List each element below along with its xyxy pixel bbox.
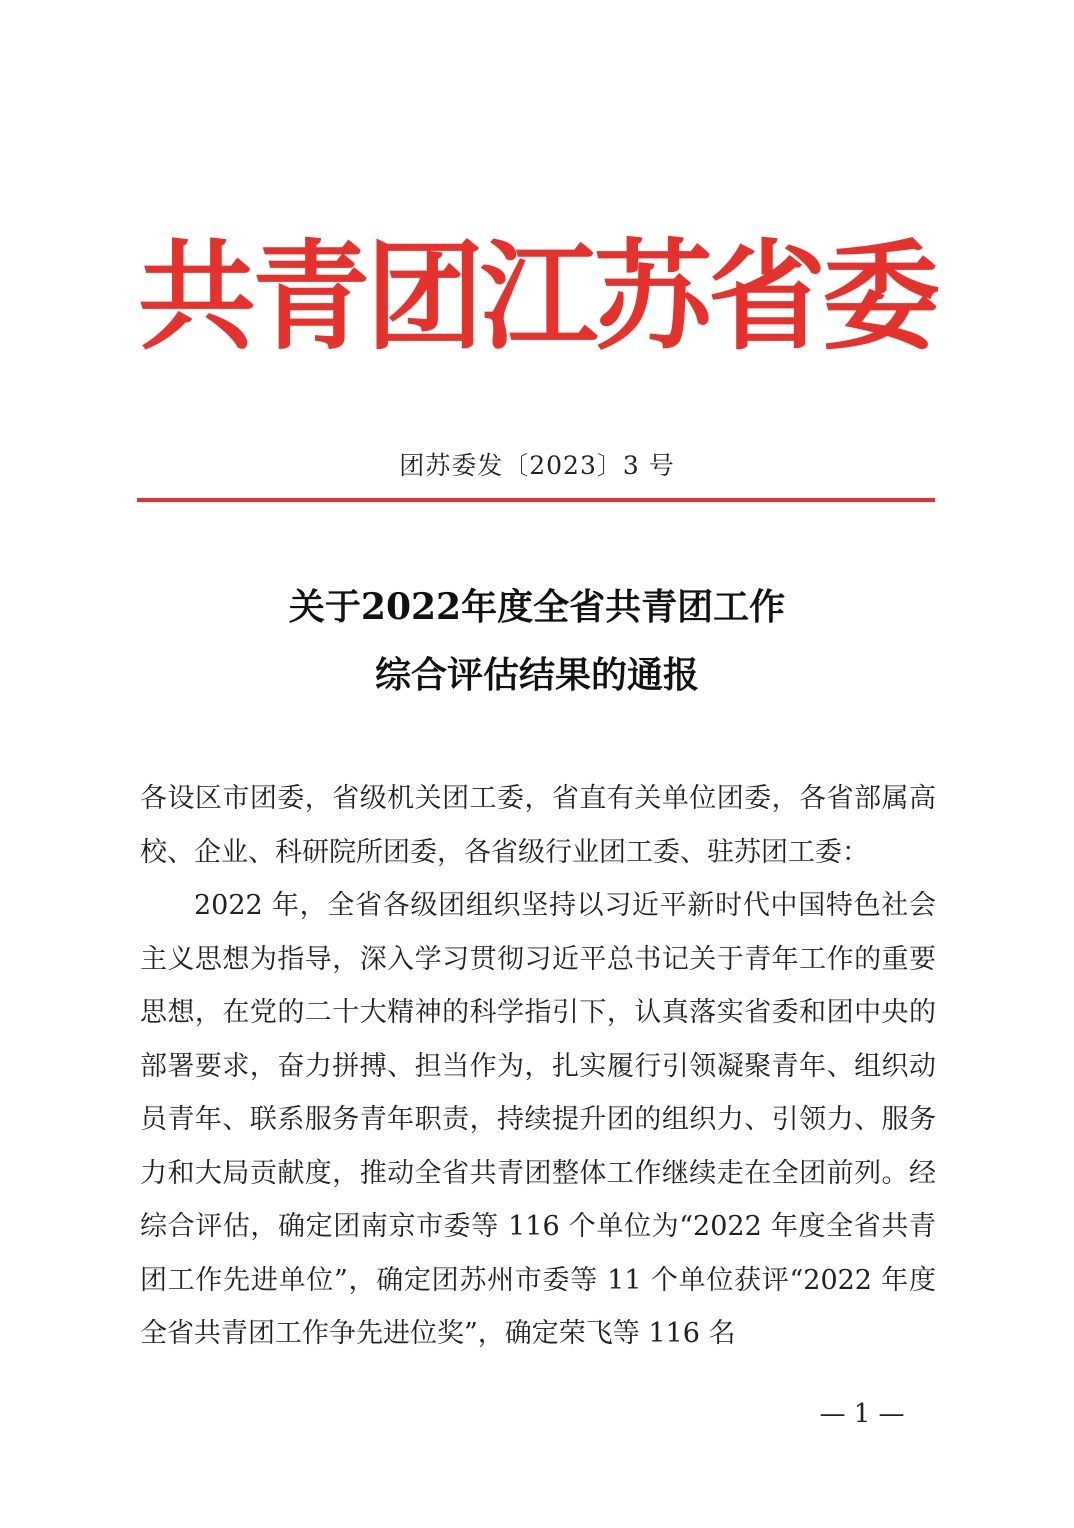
masthead-char: 委 bbox=[822, 228, 941, 366]
masthead-char: 青 bbox=[252, 228, 371, 366]
page-number: — 1 — bbox=[819, 1399, 905, 1429]
body-paragraph: 2022 年，全省各级团组织坚持以习近平新时代中国特色社会主义思想为指导，深入学习贯彻习近平总书记关于青年工作的重要思想，在党的二十大精神的科学指引下，认真落实省委和团中央的部署要求，奋力拼搏、担当作为，扎实履行引领凝聚青年、组织动员青年、联系服务青年职责，持续提升团的组织力、引领力、服务力和大局贡献度，推动全省共青团整体工作继续走在全团前列。经综合评估，确定团南京市委等 116 个单位为“2022 年度全省共青团工作先进单位”，确定团苏州市委等 11 个单位获评“2022 年度全省共青团工作争先进位奖”，确定荣飞等 116 名 bbox=[140, 890, 936, 1349]
masthead-char: 共 bbox=[138, 228, 257, 366]
title-line-1: 关于2022年度全省共青团工作 bbox=[288, 586, 786, 628]
masthead-char: 苏 bbox=[594, 228, 713, 366]
document-body bbox=[140, 772, 936, 1361]
document-number: 团苏委发〔2023〕3 号 bbox=[399, 451, 675, 480]
masthead-char: 江 bbox=[480, 228, 599, 366]
document-title bbox=[0, 580, 1074, 716]
red-divider bbox=[137, 498, 935, 502]
title-line-2: 综合评估结果的通报 bbox=[374, 654, 699, 696]
masthead bbox=[138, 222, 941, 372]
masthead-char: 省 bbox=[708, 228, 827, 366]
masthead-char: 团 bbox=[366, 228, 485, 366]
salutation: 各设区市团委，省级机关团工委，省直有关单位团委，各省部属高校、企业、科研院所团委，各省级行业团工委、驻苏团工委： bbox=[140, 783, 936, 868]
